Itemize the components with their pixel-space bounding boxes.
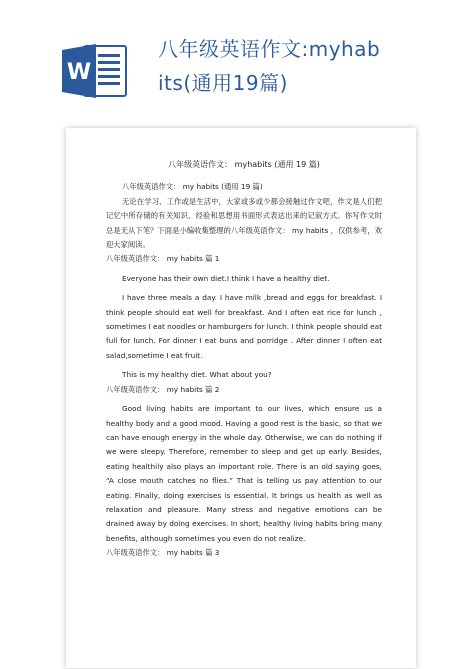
title-line-2: its(通用19篇) [158, 71, 288, 95]
paragraph-1a: Everyone has their own diet.I think I have a healthy diet. [122, 273, 330, 283]
paragraph-1b: I have three meals a day. I have milk ,bread and eggs for breakfast. I think people should eat well for breakfast. And I often eat rice for lunch , sometimes I eat noodles or hamburgers for lunch. I think people should eat full for lunch. For dinner I eat buns and porridge . After dinner I often eat salad,sometime I eat fruit. [106, 293, 382, 360]
section-heading-1: 八年级英语作文： my habits 篇 1 [106, 254, 220, 264]
word-icon-letter: W [66, 60, 92, 85]
document-page [66, 128, 416, 668]
document-title [158, 32, 458, 100]
paragraph-1c: This is my healthy diet. What about you? [122, 370, 272, 380]
section-heading-3: 八年级英语作文： my habits 篇 3 [106, 548, 220, 558]
page-header [0, 0, 474, 120]
paragraph-2: Good living habits are important to our lives, which ensure us a healthy body and a good mood. Having a good rest is the basic, so that we can have enough energy in the whole day. Otherwise, we can do nothing if we were sleepy. Therefore, remember to sleep and get up early. Besides, eating healthily also plays an important role. There is an old saying goes, “A close mouth catches no flies.” That is telling us pay attention to our eating. Finally, doing exercises is essential. It brings us health as well as relaxation and pleasure. Many stress and negative emotions can be drained away by doing exercises. In short, healthy living habits bring many benefits, although sometimes you even do not realize. [106, 404, 382, 543]
content-subtitle: 八年级英语作文： my habits (通用 19 篇) [122, 182, 263, 192]
word-document-icon [60, 40, 130, 100]
document-content [106, 158, 382, 561]
section-heading-2: 八年级英语作文： my habits 篇 2 [106, 384, 220, 394]
content-title: 八年级英语作文： myhabits (通用 19 篇) [168, 160, 320, 169]
intro-paragraph: 无论在学习、工作或是生活中，大家或多或少都会接触过作文吧，作文是人们把记忆中所存储的有关知识、经验和思想用书面形式表达出来的记叙方式。你写作文时总是无从下笔？下面是小编收集整理的八年级英语作文： my habits ，仅供参考，欢迎大家阅读。 [106, 196, 382, 250]
title-line-1: 八年级英语作文:myhab [158, 37, 381, 61]
